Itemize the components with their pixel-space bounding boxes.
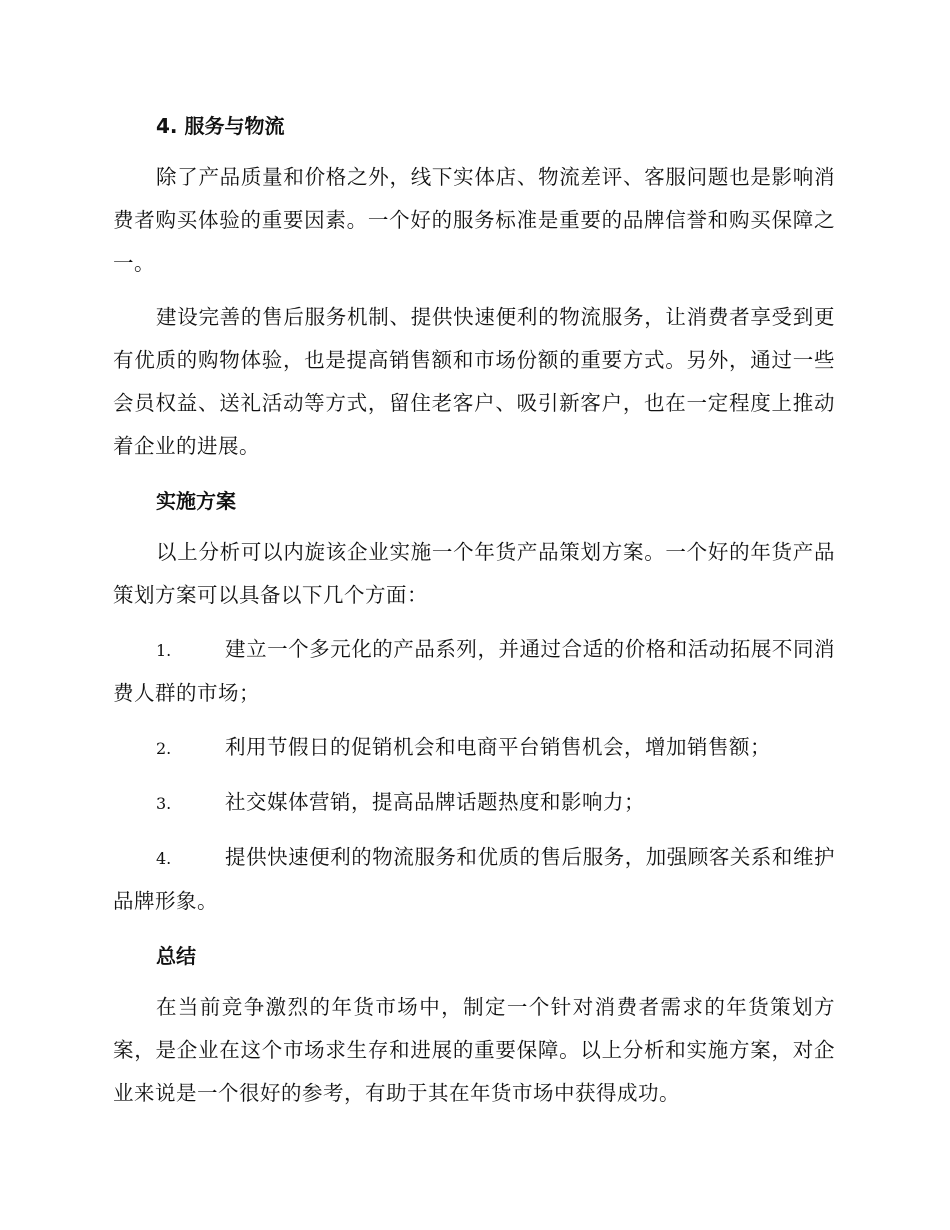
list-number: 3.: [156, 794, 172, 813]
list-item: [113, 836, 835, 923]
list-text: 提供快速便利的物流服务和优质的售后服务，加强顾客关系和维护品牌形象。: [113, 845, 835, 913]
paragraph: 在当前竞争激烈的年货市场中，制定一个针对消费者需求的年货策划方案，是企业在这个市场求生存和进展的重要保障。以上分析和实施方案，对企业来说是一个很好的参考，有助于其在年货市场中获得成功。: [113, 995, 835, 1105]
list-item: [113, 781, 835, 825]
list-item: [113, 726, 835, 770]
list-number: 4.: [156, 849, 172, 868]
paragraph: 建设完善的售后服务机制、提供快速便利的物流服务，让消费者享受到更有优质的购物体验，也是提高销售额和市场份额的重要方式。另外，通过一些会员权益、送礼活动等方式，留住老客户、吸引新客户，也在一定程度上推动着企业的进展。: [113, 305, 835, 458]
list-text: 建立一个多元化的产品系列，并通过合适的价格和活动拓展不同消费人群的市场；: [113, 637, 835, 705]
section-heading-summary: 总结: [156, 944, 196, 968]
list-text: 利用节假日的促销机会和电商平台销售机会，增加销售额；: [225, 735, 771, 759]
paragraph: 除了产品质量和价格之外，线下实体店、物流差评、客服问题也是影响消费者购买体验的重要因素。一个好的服务标准是重要的品牌信誉和购买保障之一。: [113, 165, 835, 275]
list-number: 2.: [156, 739, 172, 758]
document-body: [113, 104, 835, 1126]
paragraph: 以上分析可以内旋该企业实施一个年货产品策划方案。一个好的年货产品策划方案可以具备以下几个方面：: [113, 540, 835, 607]
list-item: [113, 628, 835, 715]
list-number: 1.: [156, 641, 172, 660]
section-heading-implementation: 实施方案: [156, 489, 236, 513]
section-heading-service-logistics: 4. 服务与物流: [156, 114, 285, 138]
list-text: 社交媒体营销，提高品牌话题热度和影响力；: [225, 790, 645, 814]
